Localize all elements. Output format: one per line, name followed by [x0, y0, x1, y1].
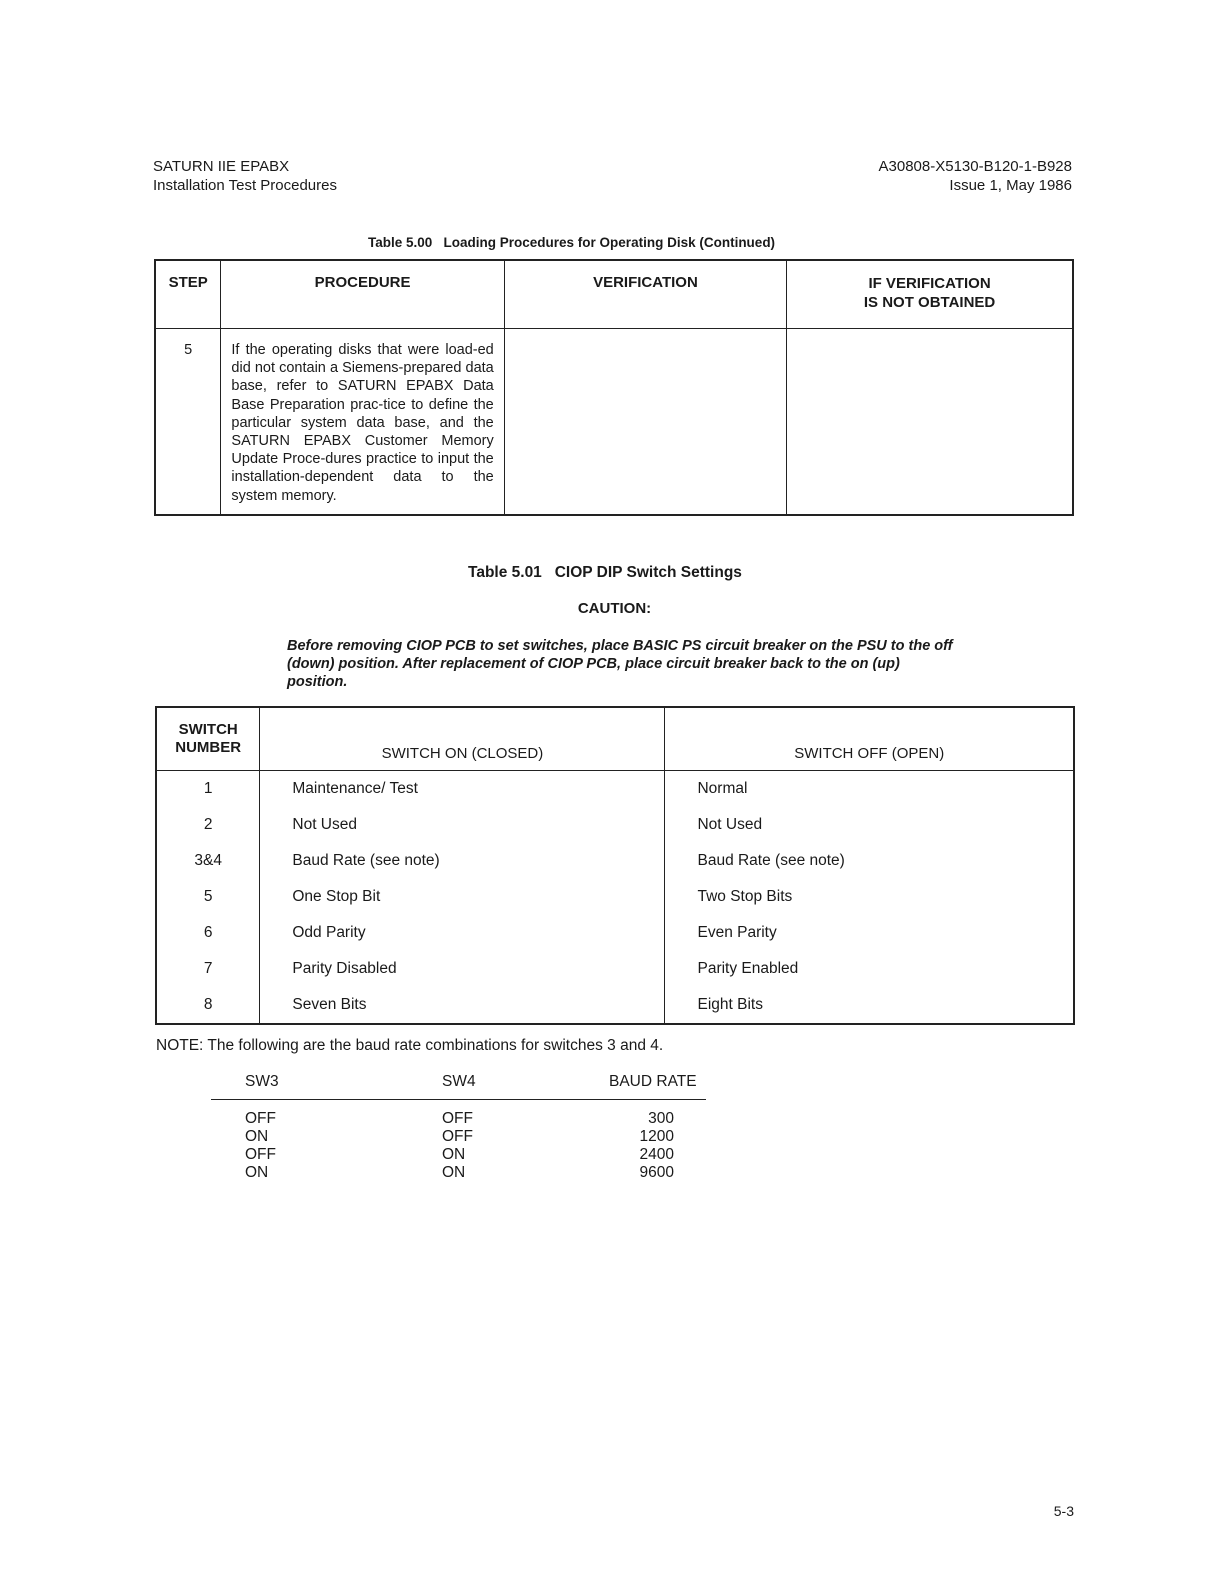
switch-on-setting: Baud Rate (see note) — [260, 843, 665, 879]
doc-number: A30808-X5130-B120-1-B928 — [878, 158, 1072, 175]
switch-on-setting: Maintenance/ Test — [260, 771, 665, 808]
table-row — [211, 1110, 706, 1128]
column-header-switch-off: SWITCH OFF (OPEN) — [665, 707, 1074, 771]
page-number: 5-3 — [1053, 1503, 1074, 1519]
switch-number: 8 — [156, 987, 260, 1024]
switch-number: 1 — [156, 771, 260, 808]
sw3-value: ON — [245, 1164, 269, 1181]
table-row — [211, 1146, 706, 1164]
baud-rate-value: 2400 — [639, 1146, 674, 1163]
table-row — [155, 329, 1073, 516]
switch-off-setting: Even Parity — [665, 915, 1074, 951]
sw4-value: ON — [442, 1164, 466, 1181]
switch-number: 5 — [156, 879, 260, 915]
column-header-procedure: PROCEDURE — [221, 260, 504, 329]
switch-off-setting: Eight Bits — [665, 987, 1074, 1024]
sw4-value: OFF — [442, 1110, 473, 1127]
doc-title: SATURN IIE EPABX — [153, 158, 290, 175]
column-header-line: NUMBER — [175, 739, 242, 756]
sw3-value: ON — [245, 1128, 269, 1145]
table-501 — [155, 706, 1075, 1025]
sw3-value: OFF — [245, 1146, 276, 1163]
caution-title: CAUTION: — [577, 600, 652, 617]
table-500-caption: Table 5.00 Loading Procedures for Operating Disk (Continued) — [368, 235, 776, 250]
switch-on-setting: Parity Disabled — [260, 951, 665, 987]
column-header-baud-rate: BAUD RATE — [609, 1073, 697, 1090]
switch-off-setting: Two Stop Bits — [665, 879, 1074, 915]
step-number: 5 — [155, 329, 221, 516]
table-row — [156, 879, 1074, 915]
baud-rate-value: 9600 — [639, 1164, 674, 1181]
doc-subtitle: Installation Test Procedures — [153, 177, 337, 194]
column-header-sw4: SW4 — [442, 1073, 476, 1090]
column-header-switch-number — [156, 707, 260, 771]
table-row — [211, 1164, 706, 1182]
column-header-if-not-obtained — [787, 260, 1073, 329]
table-row — [156, 951, 1074, 987]
switch-number: 6 — [156, 915, 260, 951]
table-row — [211, 1128, 706, 1146]
column-header-line: SWITCH — [178, 721, 238, 738]
switch-number: 2 — [156, 807, 260, 843]
column-header-switch-on: SWITCH ON (CLOSED) — [260, 707, 665, 771]
column-header-line: IS NOT OBTAINED — [863, 294, 996, 311]
switch-on-setting: Odd Parity — [260, 915, 665, 951]
switch-off-setting: Parity Enabled — [665, 951, 1074, 987]
switch-on-setting: Not Used — [260, 807, 665, 843]
switch-on-setting: Seven Bits — [260, 987, 665, 1024]
baud-rate-table — [211, 1071, 706, 1182]
table-row — [156, 987, 1074, 1024]
switch-number: 3&4 — [156, 843, 260, 879]
column-header-verification: VERIFICATION — [504, 260, 786, 329]
switch-off-setting: Baud Rate (see note) — [665, 843, 1074, 879]
caution-text: Before removing CIOP PCB to set switches, place BASIC PS circuit breaker on the PSU to the off (down) position. After replacement of CIOP PCB, place circuit breaker back to the on (up) position. — [287, 638, 953, 690]
switch-off-setting: Normal — [665, 771, 1074, 808]
table-row — [156, 771, 1074, 808]
switch-off-setting: Not Used — [665, 807, 1074, 843]
baud-rate-value: 1200 — [639, 1128, 674, 1145]
baud-table-header — [211, 1071, 706, 1100]
column-header-line: IF VERIFICATION — [868, 275, 991, 292]
baud-rate-value: 300 — [648, 1110, 674, 1127]
switch-on-setting: One Stop Bit — [260, 879, 665, 915]
sw3-value: OFF — [245, 1110, 276, 1127]
table-row — [156, 807, 1074, 843]
note-text: NOTE: The following are the baud rate combinations for switches 3 and 4. — [156, 1037, 664, 1054]
column-header-sw3: SW3 — [245, 1073, 279, 1090]
table-500 — [154, 259, 1074, 516]
if-not-obtained-cell — [787, 329, 1073, 516]
table-row — [156, 843, 1074, 879]
doc-issue: Issue 1, May 1986 — [949, 177, 1072, 194]
switch-number: 7 — [156, 951, 260, 987]
table-501-caption: Table 5.01 CIOP DIP Switch Settings — [468, 564, 742, 581]
procedure-text: If the operating disks that were load-ed did not contain a Siemens-prepared data base, refer to SATURN EPABX Data Base Preparation prac-tice to define the particular system data base, and the SATURN EPABX Customer Memory Update Proce-dures practice to input the installation-dependent data to the system memory. — [221, 329, 504, 516]
column-header-step: STEP — [155, 260, 221, 329]
table-row — [156, 915, 1074, 951]
verification-cell — [504, 329, 786, 516]
sw4-value: OFF — [442, 1128, 473, 1145]
sw4-value: ON — [442, 1146, 466, 1163]
